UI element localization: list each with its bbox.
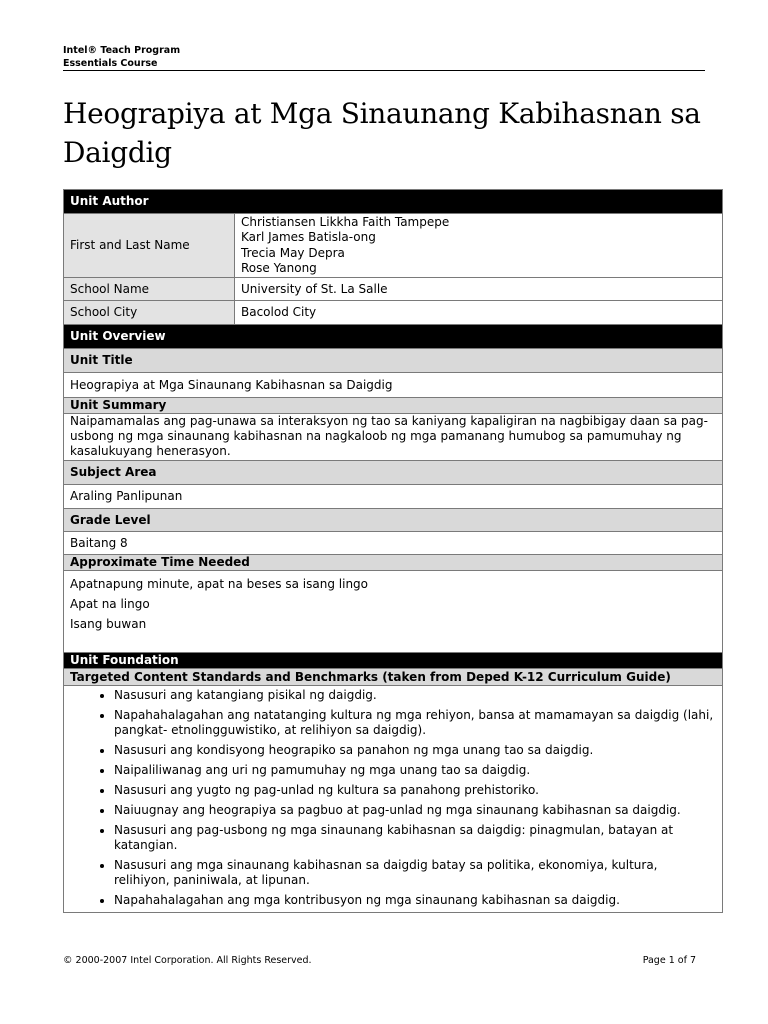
- grade-level-label-row: [64, 509, 723, 532]
- copyright-notice: © 2000-2007 Intel Corporation. All Rights Reserved.: [63, 955, 312, 966]
- author-name: Rose Yanong: [241, 261, 317, 275]
- subject-area-value-row: [64, 485, 723, 509]
- header-rule: [63, 70, 705, 71]
- time-needed-value-row: [64, 571, 723, 653]
- standard-item: • Nasusuri ang mga sinaunang kabihasnan sa daigdig batay sa politika, ekonomiya, kultura, relihiyon, paniniwala, at lipunan.: [114, 858, 716, 888]
- time-needed-item: Isang buwan: [70, 617, 147, 631]
- time-needed-item: Apatnapung minute, apat na beses sa isang lingo: [70, 577, 369, 591]
- program-name: Intel® Teach Program: [63, 45, 181, 56]
- course-name: Essentials Course: [63, 58, 158, 69]
- standard-item: • Nasusuri ang katangiang pisikal ng daigdig.: [114, 688, 716, 703]
- school-name-row: [64, 278, 723, 301]
- standards-label-row: [64, 669, 723, 686]
- author-name: Trecia May Depra: [241, 245, 345, 260]
- standard-item: • Nasusuri ang yugto ng pag-unlad ng kultura sa panahong prehistoriko.: [114, 783, 716, 798]
- unit-foundation-heading: Unit Foundation: [64, 653, 723, 669]
- unit-plan-table: [63, 189, 723, 913]
- standards-list: [86, 688, 716, 908]
- unit-title-label-row: [64, 349, 723, 373]
- standard-item: • Naiuugnay ang heograpiya sa pagbuo at pag-unlad ng mga sinaunang kabihasnan sa daigdig.: [114, 803, 716, 818]
- school-city-row: [64, 301, 723, 325]
- page-number: Page 1 of 7: [642, 955, 696, 966]
- name-label: First and Last Name: [64, 214, 235, 278]
- school-city-value: Bacolod City: [235, 301, 723, 325]
- school-name-label: School Name: [64, 278, 235, 301]
- author-names: [235, 214, 723, 278]
- standard-item: • Napahahalagahan ang natatanging kultura ng mga rehiyon, bansa at mamamayan sa daigdig (lahi, pangkat- etnolingguwistiko, at relihiyon sa daigdig).: [114, 708, 716, 738]
- time-needed-label-row: [64, 555, 723, 571]
- subject-area-label-row: [64, 461, 723, 485]
- subject-area-value: Araling Panlipunan: [64, 485, 723, 509]
- unit-author-header-row: [64, 190, 723, 214]
- unit-summary-value-row: [64, 414, 723, 461]
- document-header: [63, 44, 705, 71]
- grade-level-value: Baitang 8: [64, 532, 723, 555]
- unit-overview-header-row: [64, 325, 723, 349]
- unit-title-value: Heograpiya at Mga Sinaunang Kabihasnan sa Daigdig: [64, 373, 723, 398]
- time-needed-item: Apat na lingo: [70, 597, 150, 611]
- unit-title-label: Unit Title: [64, 349, 723, 373]
- school-city-label: School City: [64, 301, 235, 325]
- grade-level-value-row: [64, 532, 723, 555]
- unit-summary-label-row: [64, 398, 723, 414]
- subject-area-label: Subject Area: [64, 461, 723, 485]
- standard-item: • Nasusuri ang kondisyong heograpiko sa panahon ng mga unang tao sa daigdig.: [114, 743, 716, 758]
- standard-item: • Nasusuri ang pag-usbong ng mga sinaunang kabihasnan sa daigdig: pinagmulan, batayan at katangian.: [114, 823, 716, 853]
- standard-item: • Naipaliliwanag ang uri ng pamumuhay ng mga unang tao sa daigdig.: [114, 763, 716, 778]
- standards-list-cell: [64, 686, 723, 913]
- standard-item: • Napahahalagahan ang mga kontribusyon ng mga sinaunang kabihasnan sa daigdig.: [114, 893, 716, 908]
- unit-title-value-row: [64, 373, 723, 398]
- unit-summary-label: Unit Summary: [64, 398, 723, 414]
- author-names-row: [64, 214, 723, 278]
- standards-list-row: [64, 686, 723, 913]
- author-name: Christiansen Likkha Faith Tampepe: [241, 214, 450, 229]
- unit-summary-value: Naipamamalas ang pag-unawa sa interaksyon ng tao sa kaniyang kapaligiran na nagbibigay daan sa pag-usbong ng mga sinaunang kabihasnan na nagkaloob ng mga pamanang humubog sa pamumuhay ng kasalukuyang henerasyon.: [64, 414, 723, 461]
- unit-overview-heading: Unit Overview: [64, 325, 723, 349]
- page-title: Heograpiya at Mga Sinaunang Kabihasnan sa Daigdig: [63, 97, 701, 169]
- page-footer: [63, 955, 696, 966]
- time-needed-label: Approximate Time Needed: [64, 555, 723, 571]
- standards-label: Targeted Content Standards and Benchmarks (taken from Deped K-12 Curriculum Guide): [64, 669, 723, 686]
- school-name-value: University of St. La Salle: [235, 278, 723, 301]
- author-name: Karl James Batisla-ong: [241, 230, 376, 244]
- unit-author-heading: Unit Author: [64, 190, 723, 214]
- unit-foundation-header-row: [64, 653, 723, 669]
- grade-level-label: Grade Level: [64, 509, 723, 532]
- time-needed-values: [64, 571, 723, 653]
